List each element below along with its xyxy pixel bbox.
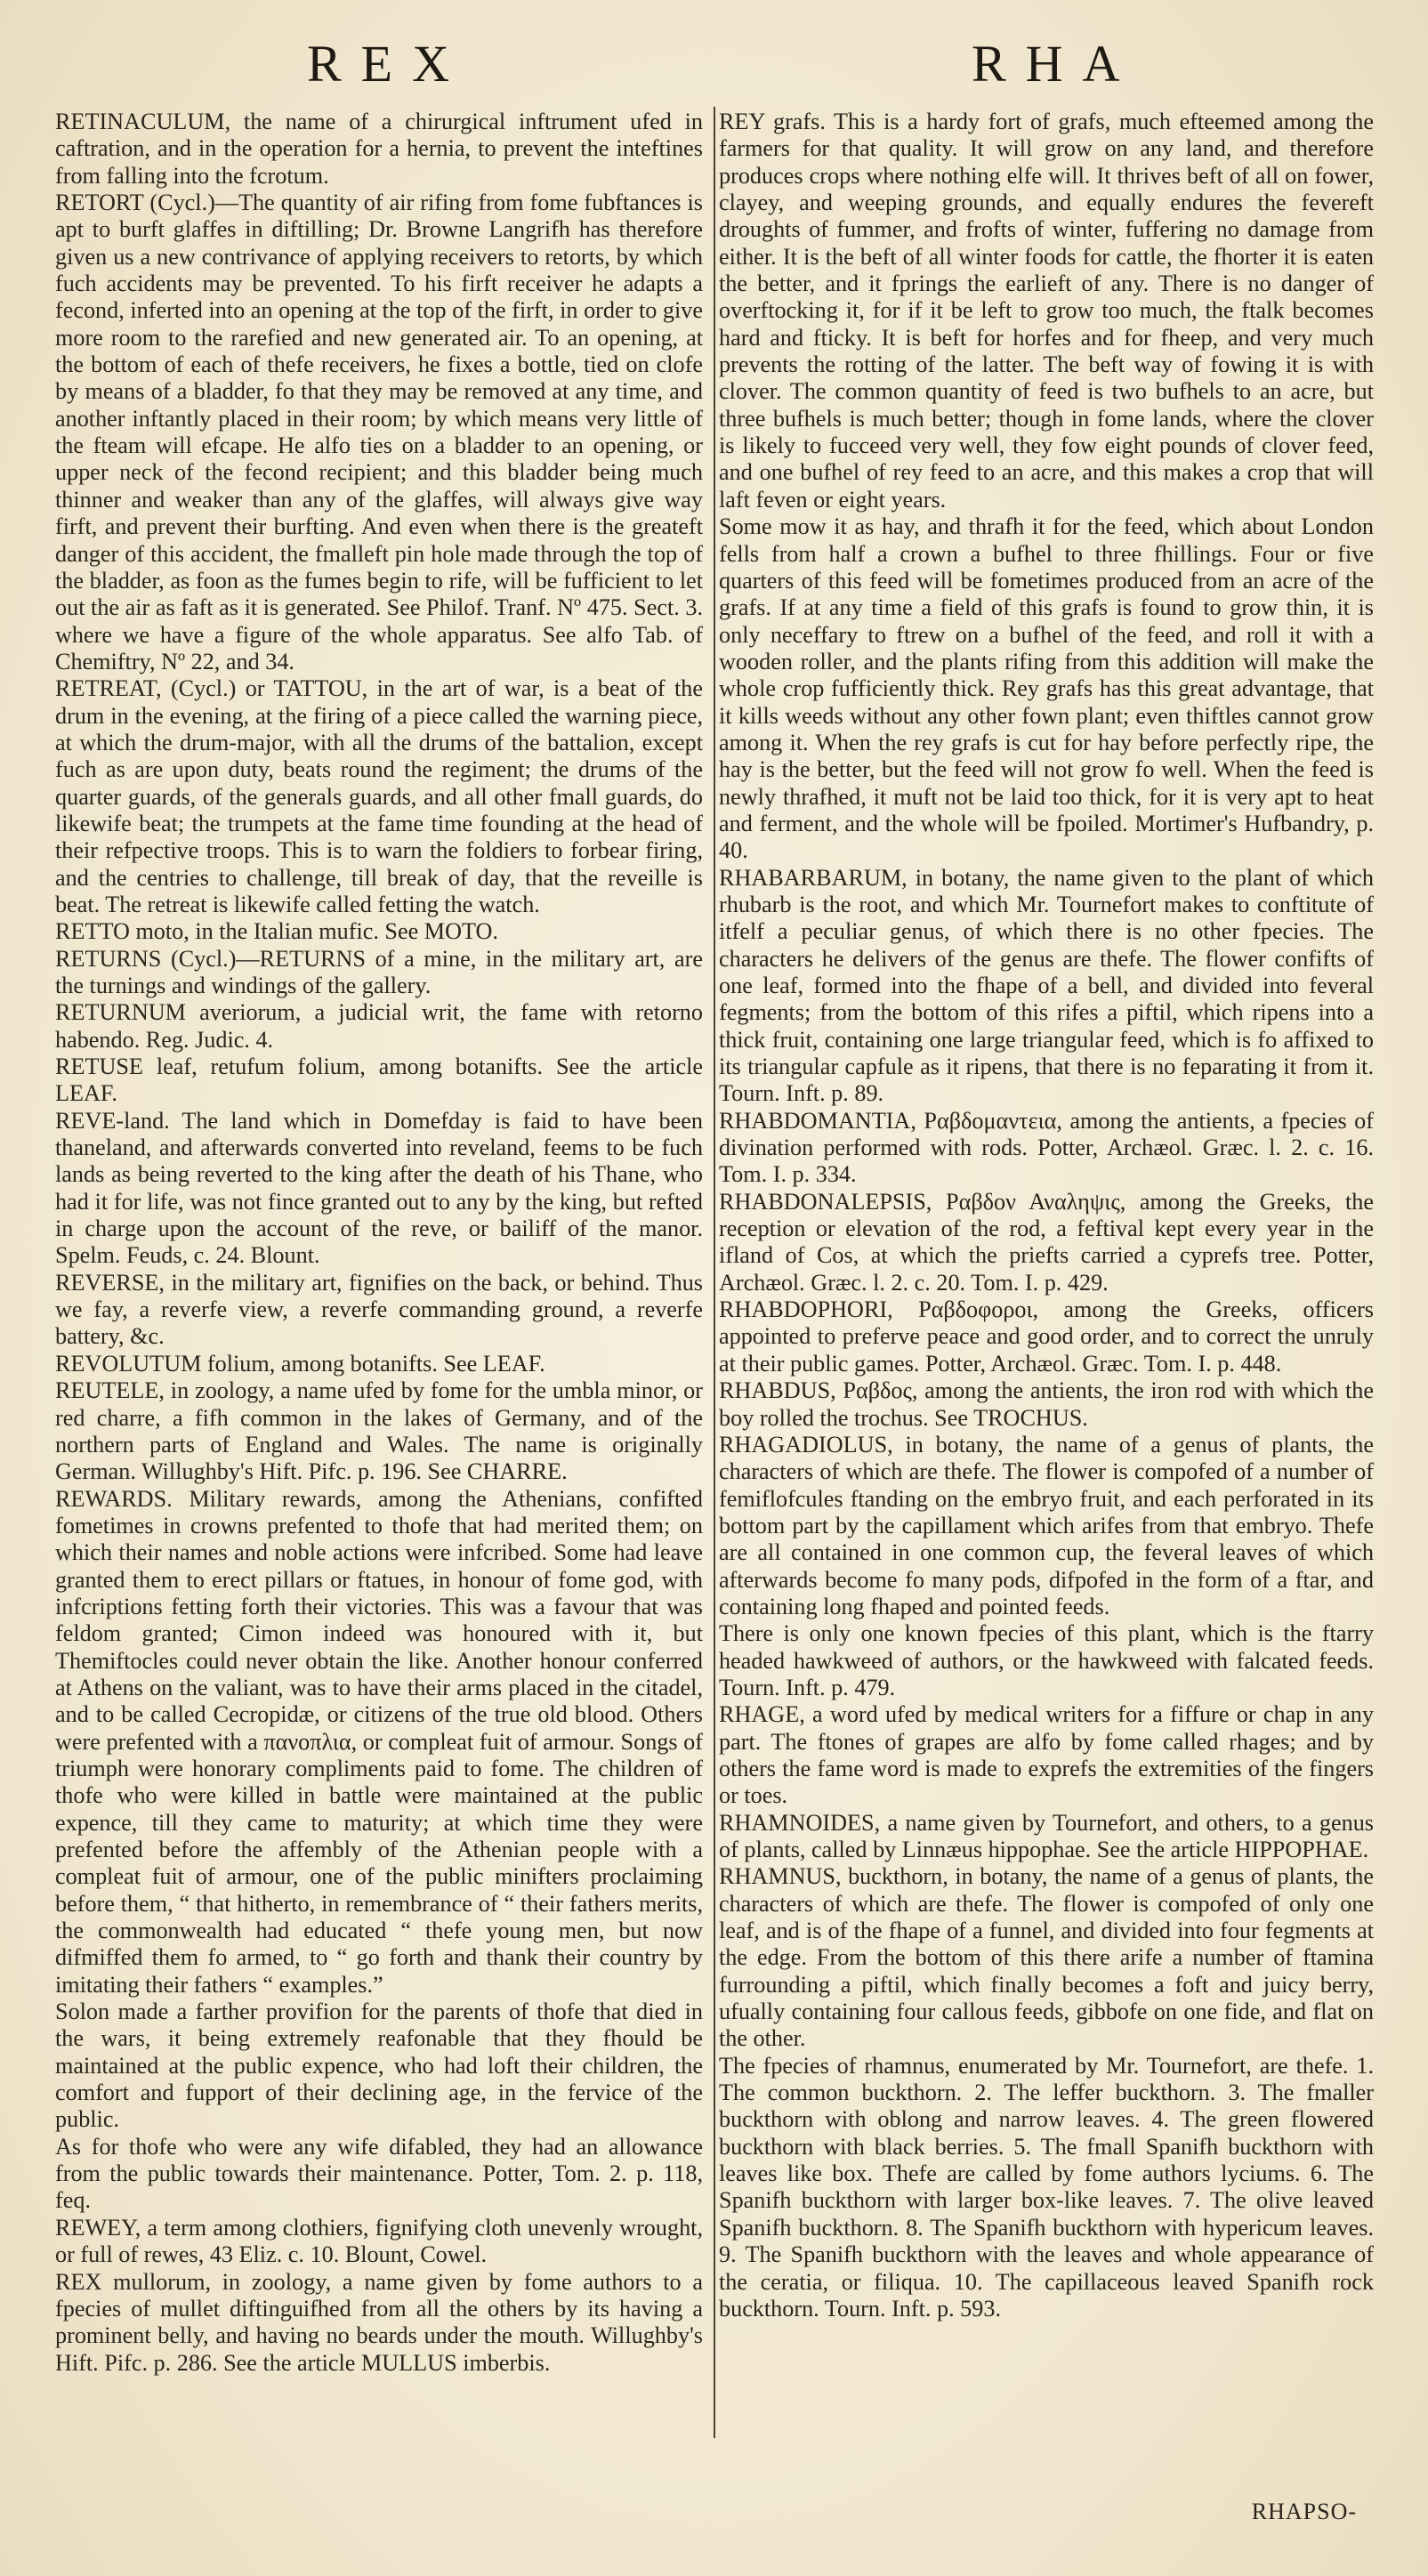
entry-retuse: RETUSE leaf, retufum folium, among botanifts. See the article LEAF.	[55, 1054, 703, 1107]
catchword: RHAPSO-	[1251, 2499, 1357, 2524]
left-column	[55, 109, 703, 2377]
entry-rey-grass-mow: Some mow it as hay, and thrafh it for the feed, which about London fells from half a crown a bufhel to three fhillings. Four or five quarters of this feed will be fometimes produced from an acre of the grafs. If at any time a field of this grafs is found to grow thin, it is only neceffary to ftrew on a bufhel of the feed, and roll it with a wooden roller, and the plants rifing from this addition will make the whole crop fufficiently thick. Rey grafs has this great advantage, that it kills weeds without any other fown plant; even thiftles cannot grow among it. When the rey grafs is cut for hay before perfectly ripe, the hay is the better, but the feed will not grow fo well. When the feed is newly thrafhed, it muft not be laid too thick, for it is very apt to heat and ferment, and the whole will be fpoiled. Mortimer's Hufbandry, p. 40.	[719, 513, 1374, 864]
entry-reve-land: REVE-land. The land which in Domefday is faid to have been thaneland, and afterwards converted into reveland, feems to be fuch lands as being reverted to the king after the death of his Thane, who had it for life, was not fince granted out to any by the king, but refted in charge upon the account of the reve, or bailiff of the manor. Spelm. Feuds, c. 24. Blount.	[55, 1107, 703, 1269]
column-divider	[714, 107, 715, 2438]
entry-retto: RETTO moto, in the Italian mufic. See MOTO.	[55, 918, 498, 945]
entry-retinaculum: RETINACULUM, the name of a chirurgical inftrument ufed in caftration, and in the operation for a hernia, to prevent the inteftines from falling into the fcrotum.	[55, 109, 703, 189]
entry-rhabdophori: RHABDOPHORI, Ραβδοφοροι, among the Greeks, officers appointed to preferve peace and good order, and to correct the unruly at their public games. Potter, Archæol. Græc. Tom. I. p. 448.	[719, 1296, 1374, 1377]
running-head-left: REX	[307, 35, 469, 93]
entry-reverse: REVERSE, in the military art, fignifies on the back, or behind. Thus we fay, a reverfe view, a reverfe commanding ground, a reverfe battery, &c.	[55, 1269, 703, 1350]
entry-rey-grass: REY grafs. This is a hardy fort of grafs, much efteemed among the farmers for that quality. It will grow on any land, and therefore produces crops where nothing elfe will. It thrives beft of all on fower, clayey, and weeping grounds, and equally endures the fevereft droughts of fummer, and frofts of winter, fuffering no damage from either. It is the beft of all winter foods for cattle, the fhorter it is eaten the better, and it fprings the earlieft of any. There is no danger of overftocking it, for if it be left to grow too much, the ftalk becomes hard and fticky. It is beft for horfes and for fheep, and very much prevents the rotting of the latter. The beft way of fowing it is with clover. The common quantity of feed is two bufhels to an acre, but three bufhels is much better; though in fome lands, where the clover is likely to fucceed very well, they fow eight pounds of clover feed, and one bufhel of rey feed to an acre, and this makes a crop that will laft feven or eight years.	[719, 109, 1374, 513]
entry-rhamnoides: RHAMNOIDES, a name given by Tournefort, and others, to a genus of plants, called by Linnæus hippophae. See the article HIPPOPHAE.	[719, 1809, 1374, 1862]
entry-retort: RETORT (Cycl.)—The quantity of air rifing from fome fubftances is apt to burft glaffes in diftilling; Dr. Browne Langrifh has therefore given us a new contrivance of applying receivers to retorts, by which fuch accidents may be prevented. To his firft receiver he adapts a fecond, inferted into an opening at the top of the firft, in order to give more room to the rarefied and new generated air. To an opening, at the bottom of each of thefe receivers, he fixes a bottle, tied on clofe by means of a bladder, fo that they may be removed at any time, and another inftantly placed in their room; by which means very little of the fteam will efcape. He alfo ties on a bladder to an opening, or upper neck of the fecond recipient; and this bladder being much thinner and weaker than any of the glaffes, will always give way firft, and prevent their burfting. And even when there is the greateft danger of this accident, the fmalleft pin hole made through the top of the bladder, as foon as the fumes begin to rife, will be fufficient to let out the air as faft as it is generated. See Philof. Tranf. Nº 475. Sect. 3. where we have a figure of the whole apparatus. See alfo Tab. of Chemiftry, Nº 22, and 34.	[55, 190, 703, 674]
entry-rhagadiolus-species: There is only one known fpecies of this plant, which is the ftarry headed hawkweed of authors, or the hawkweed with falcated feeds. Tourn. Inft. p. 479.	[719, 1620, 1374, 1700]
entry-revolutum: REVOLUTUM folium, among botanifts. See LEAF.	[55, 1350, 545, 1377]
entry-rewards: REWARDS. Military rewards, among the Athenians, confifted fometimes in crowns prefented to thofe that had merited them; on which their names and noble actions were infcribed. Some had leave granted them to erect pillars or ftatues, in honour of fome god, with infcriptions fetting forth their victories. This was a favour that was feldom granted; Cimon indeed was honoured with it, but Themiftocles could never obtain the like. Another honour conferred at Athens on the valiant, was to have their arms placed in the citadel, and to be called Cecropidæ, or citizens of the true old blood. Others were prefented with a πανοπλια, or compleat fuit of armour. Songs of triumph were honorary compliments paid to fome. The children of thofe who were killed in battle were maintained at the public expence, till they came to maturity; at which time they were prefented before the affembly of the Athenian people with a compleat fuit of armour, one of the public minifters proclaiming before them, “ that hitherto, in remembrance of “ their fathers merits, the commonwealth had educated “ thefe young men, but now difmiffed them fo armed, to “ go forth and thank their country by imitating their fathers “ examples.”	[55, 1485, 703, 1998]
right-column	[719, 109, 1374, 2322]
entry-rex-mullorum: REX mullorum, in zoology, a name given by fome authors to a fpecies of mullet diftinguifhed from all the others by its having a prominent belly, and having no beards under the mouth. Willughby's Hift. Pifc. p. 286. See the article MULLUS imberbis.	[55, 2268, 703, 2376]
entry-rhabdonalepsis: RHABDONALEPSIS, Ραβδον Αναληψις, among the Greeks, the reception or elevation of the rod, a feftival kept every year in the ifland of Cos, at which the priefts carried a cyprefs tree. Potter, Archæol. Græc. l. 2. c. 20. Tom. I. p. 429.	[719, 1188, 1374, 1296]
entry-rhage: RHAGE, a word ufed by medical writers for a fiffure or chap in any part. The ftones of grapes are alfo by fome called rhages; and by others the fame word is made to exprefs the extremities of the fingers or toes.	[719, 1701, 1374, 1809]
entry-rhamnus-species: The fpecies of rhamnus, enumerated by Mr. Tournefort, are thefe. 1. The common buckthorn. 2. The leffer buckthorn. 3. The fmaller buckthorn with oblong and narrow leaves. 4. The green flowered buckthorn with black berries. 5. The fmall Spanifh buckthorn with leaves like box. Thefe are called by fome authors lyciums. 6. The Spanifh buckthorn with larger box-like leaves. 7. The olive leaved Spanifh buckthorn. 8. The Spanifh buckthorn with hypericum leaves. 9. The Spanifh buckthorn with the leaves and whole appearance of the ceratia, or filiqua. 10. The capillaceous leaved Spanifh rock buckthorn. Tourn. Inft. p. 593.	[719, 2052, 1374, 2322]
entry-retreat: RETREAT, (Cycl.) or TATTOU, in the art of war, is a beat of the drum in the evening, at the firing of a piece called the warning piece, at which the drum-major, with all the drums of the battalion, except fuch as are upon duty, beats round the regiment; the drums of the quarter guards, of the generals guards, and all other fmall guards, do likewife beat; the trumpets at the fame time founding at the head of their refpective troops. This is to warn the foldiers to forbear firing, and the centries to challenge, till break of day, that the reveille is beat. The retreat is likewife called fetting the watch.	[55, 675, 703, 917]
entry-reutele: REUTELE, in zoology, a name ufed by fome for the umbla minor, or red charre, a fifh common in the lakes of Germany, and of the northern parts of England and Wales. The name is originally German. Willughby's Hift. Pifc. p. 196. See CHARRE.	[55, 1377, 703, 1485]
entry-rewey: REWEY, a term among clothiers, fignifying cloth unevenly wrought, or full of rewes, 43 Eliz. c. 10. Blount, Cowel.	[55, 2214, 703, 2268]
entry-rhabdomantia: RHABDOMANTIA, Ραβδομαντεια, among the antients, a fpecies of divination performed with rods. Potter, Archæol. Græc. l. 2. c. 16. Tom. I. p. 334.	[719, 1107, 1374, 1188]
entry-returnum: RETURNUM averiorum, a judicial writ, the fame with retorno habendo. Reg. Judic. 4.	[55, 999, 703, 1053]
entry-rewards-solon: Solon made a farther provifion for the parents of thofe that died in the wars, it being extremely reafonable that they fhould be maintained at the public expence, who had loft their children, the comfort and fupport of their declining age, in the fervice of the public.	[55, 1999, 703, 2133]
entry-rhabarbarum: RHABARBARUM, in botany, the name given to the plant of which rhubarb is the root, and which Mr. Tournefort makes to conftitute of itfelf a peculiar genus, of which there is no other fpecies. The characters he delivers of the genus are thefe. The flower confifts of one leaf, formed into the fhape of a bell, and divided into feveral fegments; from the bottom of this rifes a piftil, which ripens into a thick fruit, containing one large triangular feed, which is fo affixed to its triangular capfule as it ripens, that there is no feparating it from it. Tourn. Inft. p. 89.	[719, 864, 1374, 1107]
entry-rhagadiolus: RHAGADIOLUS, in botany, the name of a genus of plants, the characters of which are thefe. The flower is compofed of a number of femiflofcules ftanding on the embryo fruit, and each perforated in its bottom part by the capillament which arifes from that embryo. Thefe are all contained in one common cup, the feveral leaves of which afterwards become fo many pods, difpofed in the form of a ftar, and containing long fhaped and pointed feeds.	[719, 1431, 1374, 1619]
running-head-right: RHA	[972, 35, 1140, 93]
entry-rewards-disabled: As for thofe who were any wife difabled, they had an allowance from the public towards their maintenance. Potter, Tom. 2. p. 118, feq.	[55, 2133, 703, 2214]
entry-rhabdus: RHABDUS, Ραβδος, among the antients, the iron rod with which the boy rolled the trochus. See TROCHUS.	[719, 1377, 1374, 1431]
entry-rhamnus: RHAMNUS, buckthorn, in botany, the name of a genus of plants, the characters of which are thefe. The flower is compofed of only one leaf, and is of the fhape of a funnel, and divided into four fegments at the edge. From the bottom of this there arife a number of ftamina furrounding a piftil, which finally becomes a foft and juicy berry, ufually containing four callous feeds, gibbofe on one fide, and flat on the other.	[719, 1863, 1374, 2052]
entry-returns: RETURNS (Cycl.)—RETURNS of a mine, in the military art, are the turnings and windings of the gallery.	[55, 945, 703, 998]
